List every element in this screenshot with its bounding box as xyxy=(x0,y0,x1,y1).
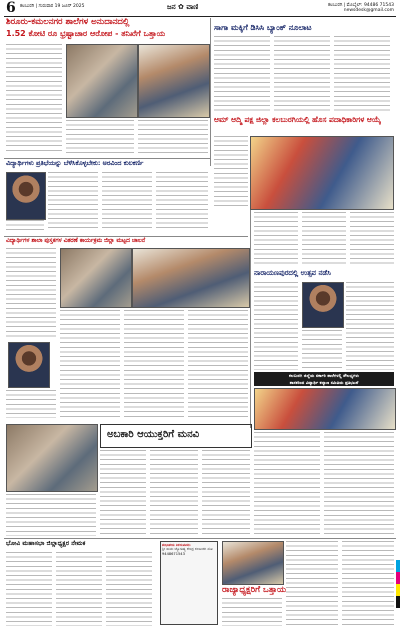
bhovi-column-1 xyxy=(6,552,52,626)
date-line: ಕಲಬುರಗಿ | ಗುರುವಾರ 19 ಜೂನ್ 2025 xyxy=(20,4,85,9)
bank-headline: ಸಾಗಾ ಮಕ್ಕಿಗೆ ಡಿಸಿಸಿ ಬ್ಯಾಂಕ್ ನೂಲಾಟ xyxy=(214,23,312,32)
bhovi-headline: ಭೋವಿ ಮಹಾಸಭಾ ಜಿಲ್ಲಾಧ್ಯಕ್ಷರ ನೇಮಕ xyxy=(6,540,86,547)
lead-photo-1 xyxy=(66,44,138,118)
ad-box xyxy=(160,541,218,625)
page-number: 6 xyxy=(6,0,16,16)
books-column-1 xyxy=(6,248,56,338)
narayan-headline: ನಾರಾಯಣಪುರದಲ್ಲಿ ಉತ್ಸವ ನಡೆಸಿ xyxy=(254,269,331,277)
aam-aadmi-column-2 xyxy=(254,212,298,266)
banner-strip xyxy=(254,372,394,386)
books-column-5 xyxy=(6,390,56,418)
state-photo xyxy=(222,541,284,585)
registration-black xyxy=(396,596,400,608)
section-divider-2 xyxy=(4,236,248,237)
aam-aadmi-headline: ಆಮ್ ಆದ್ಮಿ ಪಕ್ಷ ಜಿಲ್ಲಾ ಕಲಬುರಗಿಯಲ್ಲಿ ಹೊಸ ಪದಾಧಿಕಾರಿಗಳ ಆಯ್ಕೆ xyxy=(214,115,381,124)
contact-phone: ಕಲಬುರಗಿ | ಮೊಬೈಲ್: 94486 71543 xyxy=(328,3,394,8)
excise-column-2 xyxy=(150,450,198,536)
state-headline: ರಾಜ್ಯಾಧ್ಯಕ್ಷರಿಗೆ ಒತ್ತಾಯ xyxy=(222,585,287,595)
column-divider-2 xyxy=(250,210,251,428)
ad-body: ಶ್ರೀ ಸಾಯಿ ಜ್ಯೋತಿಷ್ಯ ಕೇಂದ್ರ ಕಲಬುರಗಿ ಮೊ: 9448671543 xyxy=(162,547,214,556)
aam-aadmi-column-4 xyxy=(350,212,394,266)
banner-line-2: ಶಾಸಕರಿಂದ ವಿದ್ಯಾರ್ಥಿ ಕಲ್ಯಾಣ ಸಮಿತಿಯ ಪ್ರತಿಭಟನೆ xyxy=(289,380,359,385)
books-photo-2 xyxy=(132,248,250,308)
books-portrait xyxy=(8,342,50,388)
state-column-3 xyxy=(342,541,394,626)
ad-title: ಶುಭಾಶಯ ತಿಳಿಸುವವರು xyxy=(162,543,191,547)
excise-column-3 xyxy=(202,450,250,536)
contact-email: newsdesk@gmail.com xyxy=(343,8,394,13)
registration-magenta xyxy=(396,572,400,584)
bhovi-column-3 xyxy=(106,552,152,626)
page-header xyxy=(4,2,396,16)
excise-headline-box xyxy=(100,424,252,448)
students-column-2 xyxy=(102,172,152,232)
bank-column-3 xyxy=(334,36,390,112)
banner-line-1: ಕಲಬುರಗಿ ಜಿಲ್ಲೆಯ ಸರ್ಕಾರಿ ಶಾಲೆಗಳಲ್ಲಿ ಸೌಲಭ್ಯಗಳು xyxy=(289,373,359,378)
registration-cyan xyxy=(396,560,400,572)
lead-column-3 xyxy=(138,120,208,154)
students-column-3 xyxy=(156,172,208,232)
excise-column-0 xyxy=(6,494,96,536)
excise-column-1 xyxy=(100,450,146,536)
students-column-0 xyxy=(6,220,44,232)
narayan-column-2 xyxy=(302,330,342,370)
books-column-4 xyxy=(188,310,248,418)
books-headline: ವಿದ್ಯಾರ್ಥಿಗಳ ಶಾಲಾ ಪುಸ್ತಕಗಳ ವಿತರಣೆ ಕಾರ್ಯಕ್ರಮ ಜಿಲ್ಲಾ ಮಟ್ಟದ ಚಾಲನೆ xyxy=(6,238,146,244)
lead-column-1 xyxy=(6,44,62,154)
masthead: ಜನ ✿ ವಾಣಿ xyxy=(167,3,199,11)
excise-photo xyxy=(6,424,98,492)
aam-aadmi-photo xyxy=(250,136,394,210)
students-headline: ವಿದ್ಯಾರ್ಥಿಗಳು ಪ್ರತಿಭೆಯನ್ನು ಬೆಳೆಸಿಕೊಳ್ಳಬೇಕು: ಅರವಿಂದ ಕುಲಕರ್ಣಿ xyxy=(6,159,144,167)
lead-photo-2 xyxy=(138,44,210,118)
lead-kicker: ಶಿರೂರು-ಕಮಲನಗರ ಶಾಲೆಗಳ ಅನುದಾನದಲ್ಲಿ xyxy=(6,17,130,27)
narayan-column-1 xyxy=(254,282,298,370)
excise-headline: ಅಬಕಾರಿ ಆಯುಕ್ತರಿಗೆ ಮನವಿ xyxy=(107,429,200,440)
narayan-column-3 xyxy=(346,282,394,370)
lead-column-2 xyxy=(66,120,134,154)
lead-headline: 1.52 ಕೋಟಿ ರೂ ಭ್ರಷ್ಟಾಚಾರ ಆರೋಪ - ತನಿಖೆಗೆ ಒತ್ತಾಯ xyxy=(6,29,166,38)
state-column-2 xyxy=(286,541,338,626)
banner-photo xyxy=(254,388,396,430)
excise-column-5 xyxy=(324,432,394,538)
narayan-portrait xyxy=(302,282,344,328)
registration-yellow xyxy=(396,584,400,596)
books-photo-1 xyxy=(60,248,132,308)
students-column-1 xyxy=(48,172,98,232)
excise-column-4 xyxy=(254,432,320,538)
section-divider-3 xyxy=(4,538,396,539)
bank-column-2 xyxy=(274,36,330,112)
students-portrait xyxy=(6,172,46,220)
column-divider xyxy=(210,18,211,166)
books-column-2 xyxy=(60,310,120,418)
aam-aadmi-column-1 xyxy=(214,136,248,208)
bhovi-column-2 xyxy=(56,552,102,626)
aam-aadmi-column-3 xyxy=(302,212,346,266)
state-column-1 xyxy=(222,598,282,626)
books-column-3 xyxy=(124,310,184,418)
bank-column-1 xyxy=(214,36,270,112)
contact-line xyxy=(328,3,394,13)
